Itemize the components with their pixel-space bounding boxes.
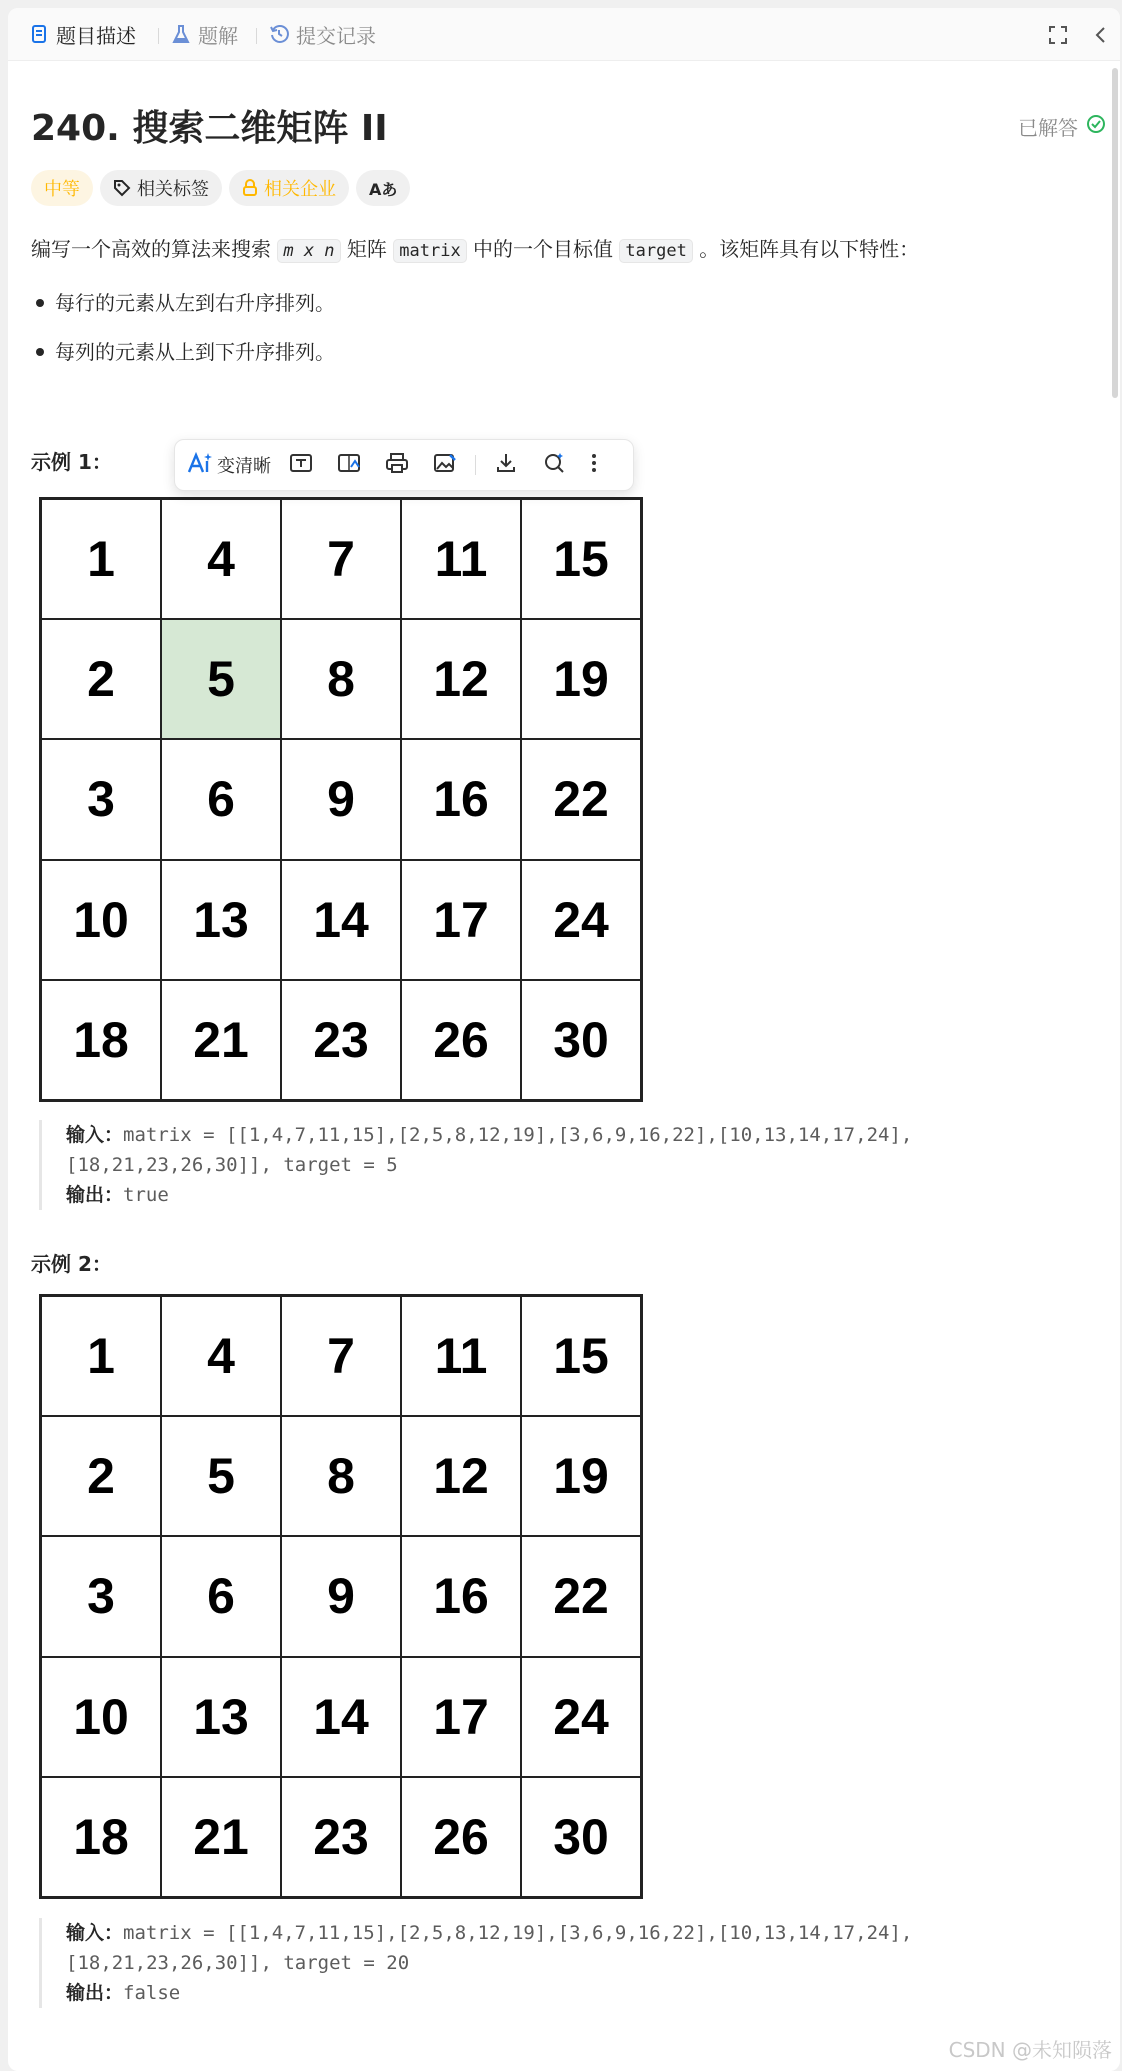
matrix-cell: 3 bbox=[41, 1536, 161, 1656]
matrix-cell: 10 bbox=[41, 860, 161, 980]
translate-button[interactable] bbox=[356, 170, 410, 206]
matrix-cell: 11 bbox=[401, 1296, 521, 1416]
visual-search-button[interactable] bbox=[536, 447, 572, 483]
matrix-cell: 24 bbox=[521, 1657, 641, 1777]
matrix-cell: 9 bbox=[281, 1536, 401, 1656]
scrollbar[interactable] bbox=[1112, 68, 1118, 398]
matrix-cell: 16 bbox=[401, 1536, 521, 1656]
input-line: 输入：matrix = [[1,4,7,11,15],[2,5,8,12,19],[3,6,9,16,22],[10,13,14,17,24], bbox=[66, 1922, 913, 1944]
tab-divider bbox=[256, 28, 257, 44]
tab-solutions-label: 题解 bbox=[198, 23, 238, 48]
desc-text: 中的一个目标值 bbox=[473, 237, 614, 261]
matrix-cell: 18 bbox=[41, 1777, 161, 1897]
matrix-cell: 15 bbox=[521, 1296, 641, 1416]
matrix-cell: 1 bbox=[41, 499, 161, 619]
related-tags-label: 相关标签 bbox=[137, 179, 209, 200]
matrix-cell: 19 bbox=[521, 1416, 641, 1536]
list-item-text: 每行的元素从左到右升序排列。 bbox=[55, 291, 335, 315]
tab-bar bbox=[8, 8, 1120, 61]
translate-image-button[interactable] bbox=[331, 447, 367, 483]
text-extract-icon bbox=[289, 452, 313, 478]
output-value: false bbox=[123, 1982, 181, 2004]
solved-status bbox=[1018, 112, 1106, 141]
desc-code: target bbox=[619, 239, 692, 263]
tab-description[interactable] bbox=[28, 20, 136, 48]
matrix-cell: 5 bbox=[161, 1416, 281, 1536]
output-value: true bbox=[123, 1184, 169, 1206]
input-label: 输入 bbox=[66, 1922, 105, 1944]
matrix-cell: 2 bbox=[41, 619, 161, 739]
example-1-matrix-image bbox=[39, 497, 643, 1102]
matrix-cell: 26 bbox=[401, 1777, 521, 1897]
example-1-title: 示例 1： bbox=[31, 450, 112, 474]
matrix-cell: 3 bbox=[41, 739, 161, 859]
matrix-cell: 13 bbox=[161, 1657, 281, 1777]
problem-panel bbox=[8, 8, 1120, 2071]
tab-description-label: 题目描述 bbox=[56, 23, 136, 48]
input-line-cont: [18,21,23,26,30]], target = 20 bbox=[66, 1952, 410, 1974]
matrix-cell: 21 bbox=[161, 1777, 281, 1897]
matrix-cell: 12 bbox=[401, 619, 521, 739]
matrix-cell: 17 bbox=[401, 1657, 521, 1777]
matrix-cell: 10 bbox=[41, 1657, 161, 1777]
example-2-title: 示例 2： bbox=[31, 1252, 112, 1276]
example-2-io bbox=[39, 1918, 1066, 2008]
property-list bbox=[31, 288, 335, 386]
matrix-cell: 7 bbox=[281, 499, 401, 619]
lock-icon bbox=[242, 179, 258, 197]
matrix-cell: 4 bbox=[161, 499, 281, 619]
matrix-cell: 13 bbox=[161, 860, 281, 980]
input-line-cont: [18,21,23,26,30]], target = 5 bbox=[66, 1154, 398, 1176]
search-sparkle-icon bbox=[543, 452, 565, 478]
edit-image-button[interactable] bbox=[427, 447, 463, 483]
matrix-cell: 23 bbox=[281, 1777, 401, 1897]
matrix-cell: 30 bbox=[521, 1777, 641, 1897]
print-button[interactable] bbox=[379, 447, 415, 483]
desc-code: m x n bbox=[277, 239, 340, 263]
example-2-matrix-image bbox=[39, 1294, 643, 1899]
matrix-cell: 9 bbox=[281, 739, 401, 859]
matrix-cell: 16 bbox=[401, 739, 521, 859]
desc-text: 编写一个高效的算法来搜索 bbox=[31, 237, 271, 261]
problem-description bbox=[31, 234, 919, 266]
matrix-cell: 22 bbox=[521, 1536, 641, 1656]
desc-text: 。该矩阵具有以下特性： bbox=[699, 237, 920, 261]
toolbar-divider bbox=[475, 455, 476, 475]
translate-icon: Aあ bbox=[369, 179, 398, 199]
collapse-icon[interactable] bbox=[1088, 23, 1112, 47]
flask-icon bbox=[170, 23, 192, 45]
output-line: 输出：false bbox=[66, 1982, 181, 2004]
matrix-cell: 19 bbox=[521, 619, 641, 739]
matrix-cell: 21 bbox=[161, 980, 281, 1100]
matrix-cell: 24 bbox=[521, 860, 641, 980]
matrix-cell: 12 bbox=[401, 1416, 521, 1536]
matrix-cell: 8 bbox=[281, 1416, 401, 1536]
output-line: 输出：true bbox=[66, 1184, 169, 1206]
tab-solutions[interactable] bbox=[170, 20, 238, 48]
difficulty-badge bbox=[31, 170, 93, 206]
matrix-cell: 2 bbox=[41, 1416, 161, 1536]
related-tags-button[interactable] bbox=[100, 170, 222, 206]
tab-submissions-label: 提交记录 bbox=[296, 23, 376, 48]
tag-icon bbox=[113, 179, 131, 197]
output-label: 输出 bbox=[66, 1982, 105, 2004]
matrix-cell: 30 bbox=[521, 980, 641, 1100]
download-icon bbox=[495, 452, 517, 478]
difficulty-label: 中等 bbox=[44, 179, 80, 200]
image-edit-icon bbox=[433, 452, 457, 478]
enhance-label: 变清晰 bbox=[217, 456, 271, 477]
matrix-cell: 26 bbox=[401, 980, 521, 1100]
bullet-dot bbox=[36, 299, 44, 307]
solved-label: 已解答 bbox=[1018, 116, 1078, 140]
matrix-cell: 18 bbox=[41, 980, 161, 1100]
history-icon bbox=[268, 23, 290, 45]
more-vertical-icon bbox=[591, 452, 597, 478]
matrix-cell: 23 bbox=[281, 980, 401, 1100]
matrix-cell: 8 bbox=[281, 619, 401, 739]
ocr-button[interactable] bbox=[283, 447, 319, 483]
related-companies-label: 相关企业 bbox=[264, 179, 336, 200]
matrix-cell: 14 bbox=[281, 860, 401, 980]
matrix-cell: 14 bbox=[281, 1657, 401, 1777]
related-companies-button[interactable] bbox=[229, 170, 349, 206]
problem-title: 240. 搜索二维矩阵 II bbox=[31, 108, 388, 149]
check-circle-icon bbox=[1086, 114, 1106, 139]
output-label: 输出 bbox=[66, 1184, 105, 1206]
fullscreen-icon[interactable] bbox=[1046, 23, 1070, 47]
matrix-cell: 7 bbox=[281, 1296, 401, 1416]
desc-text: 矩阵 bbox=[346, 237, 387, 261]
print-icon bbox=[385, 452, 409, 478]
list-item-text: 每列的元素从上到下升序排列。 bbox=[55, 340, 335, 364]
matrix-cell: 11 bbox=[401, 499, 521, 619]
matrix-cell: 6 bbox=[161, 1536, 281, 1656]
input-label: 输入 bbox=[66, 1124, 105, 1146]
matrix-cell: 5 bbox=[161, 619, 281, 739]
tab-divider bbox=[158, 28, 159, 44]
more-options-button[interactable] bbox=[584, 447, 604, 483]
example-1-io bbox=[39, 1120, 1066, 1210]
tab-submissions[interactable] bbox=[268, 20, 376, 48]
input-value: matrix = [[1,4,7,11,15],[2,5,8,12,19],[3,6,9,16,22],[10,13,14,17,24], bbox=[123, 1922, 913, 1944]
document-icon bbox=[28, 23, 50, 45]
matrix-cell: 17 bbox=[401, 860, 521, 980]
image-toolbar bbox=[174, 439, 634, 491]
bullet-dot bbox=[36, 348, 44, 356]
matrix-cell: 22 bbox=[521, 739, 641, 859]
input-line: 输入：matrix = [[1,4,7,11,15],[2,5,8,12,19],[3,6,9,16,22],[10,13,14,17,24], bbox=[66, 1124, 913, 1146]
tag-row bbox=[31, 170, 410, 206]
matrix-cell: 1 bbox=[41, 1296, 161, 1416]
download-button[interactable] bbox=[488, 447, 524, 483]
list-item bbox=[31, 288, 335, 318]
desc-code: matrix bbox=[393, 239, 466, 263]
ai-sparkle-icon bbox=[187, 452, 213, 478]
watermark: CSDN @未知陨落 bbox=[948, 2038, 1112, 2062]
enhance-button[interactable] bbox=[187, 447, 271, 483]
input-value: matrix = [[1,4,7,11,15],[2,5,8,12,19],[3,6,9,16,22],[10,13,14,17,24], bbox=[123, 1124, 913, 1146]
image-translate-icon bbox=[337, 452, 361, 478]
list-item bbox=[31, 337, 335, 367]
matrix-cell: 15 bbox=[521, 499, 641, 619]
matrix-cell: 4 bbox=[161, 1296, 281, 1416]
matrix-cell: 6 bbox=[161, 739, 281, 859]
